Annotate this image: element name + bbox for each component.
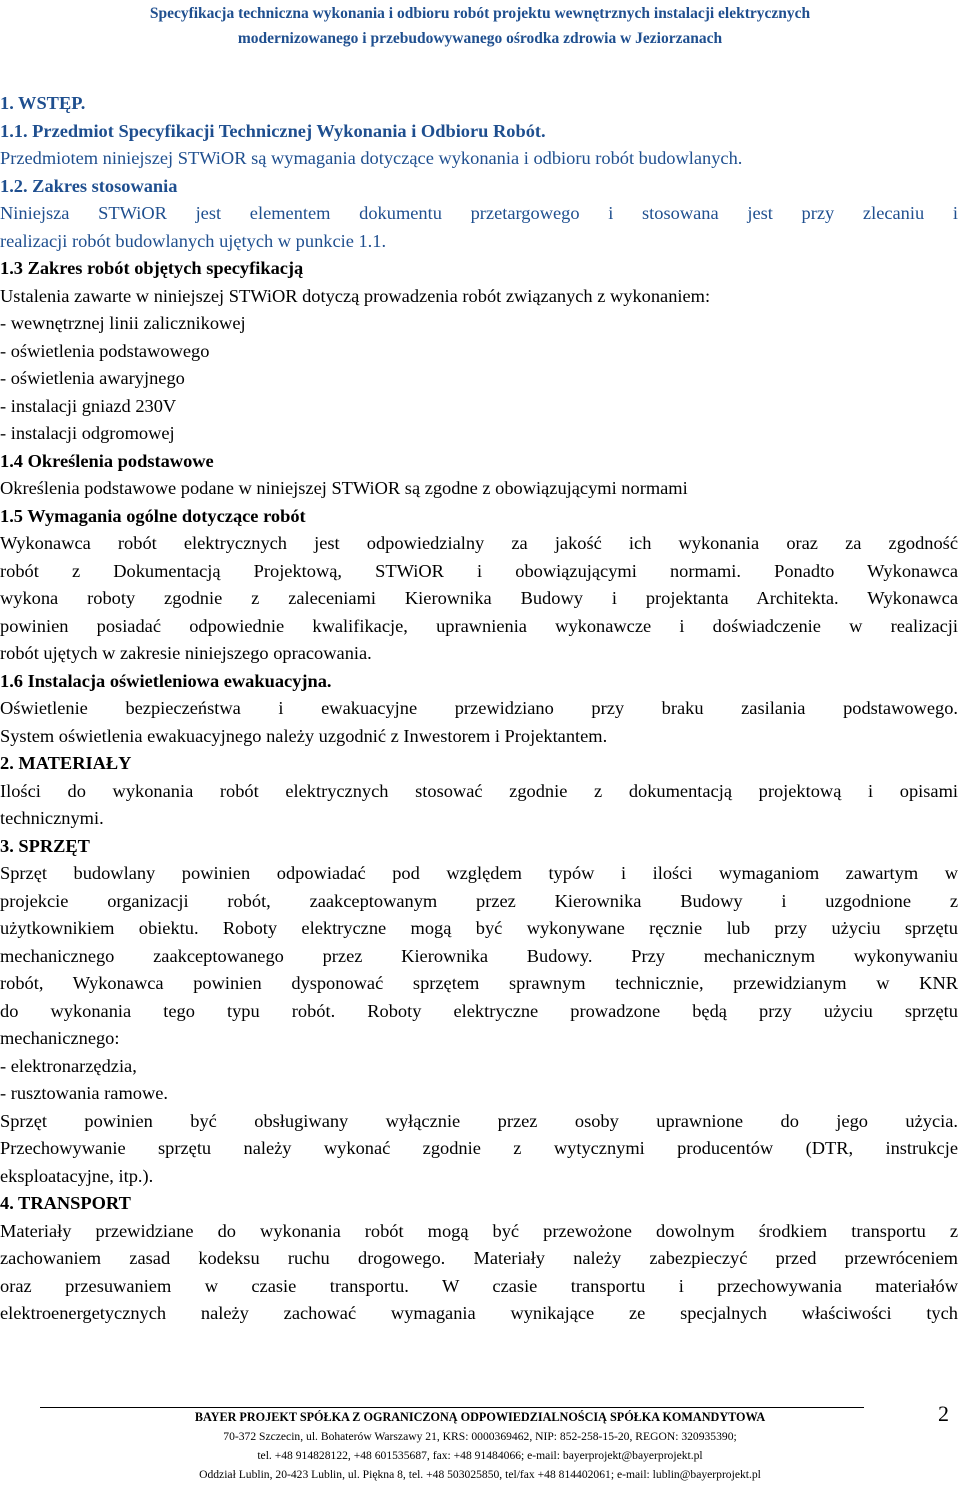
paragraph-1-5-line: powinien posiadać odpowiednie kwalifikacje, uprawnienia wykonawcze i doświadczenie w realizacji — [0, 615, 958, 636]
paragraph-4-line: oraz przesuwaniem w czasie transportu. W czasie transportu i przechowywania materiałów — [0, 1275, 958, 1296]
footer-company-name: BAYER PROJEKT SPÓŁKA Z OGRANICZONĄ ODPOWIEDZIALNOŚCIĄ SPÓŁKA KOMANDYTOWA — [194, 1410, 766, 1424]
paragraph-3b-line: eksploatacyjne, itp.). — [0, 1165, 154, 1186]
paragraph-2-line: technicznymi. — [0, 808, 104, 828]
document-body — [0, 90, 958, 1328]
document-footer — [40, 1407, 920, 1484]
paragraph-3-line: projekcie organizacji robót, zaakceptowanym przez Kierownika Budowy i uzgodnione z — [0, 890, 958, 911]
paragraph-1-4: Określenia podstawowe podane w niniejszej STWiOR są zgodne z obowiązującymi normami — [0, 478, 688, 498]
paragraph-1-2-line: Niniejsza STWiOR jest elementem dokumentu przetargowego i stosowana jest przy zlecaniu i — [0, 203, 958, 223]
list-item: - oświetlenia awaryjnego — [0, 368, 185, 388]
footer-branch: Oddział Lublin, 20-423 Lublin, ul. Piękna 8, tel. +48 503025850, tel/fax +48 814402061; e-mail: lublin@bayerprojekt.pl — [199, 1468, 761, 1481]
paragraph-3-line: Sprzęt budowlany powinien odpowiadać pod względem typów i ilości wymaganiom zawartym w — [0, 863, 958, 883]
paragraph-3-line: do wykonania tego typu robót. Roboty elektryczne prowadzone będą przy użyciu sprzętu — [0, 1000, 958, 1021]
paragraph-1-5-line: robót z Dokumentacją Projektową, STWiOR i obowiązującymi normami. Ponadto Wykonawca — [0, 560, 958, 581]
section-heading-1-1: 1.1. Przedmiot Specyfikacji Technicznej Wykonania i Odbioru Robót. — [0, 120, 546, 141]
section-heading-1-2: 1.2. Zakres stosowania — [0, 175, 178, 196]
paragraph-3-line: mechanicznego zaakceptowanego przez Kierownika Budowy. Przy mechanicznym wykonywaniu — [0, 945, 958, 966]
paragraph-4-line: Materiały przewidziane do wykonania robót mogą być przewożone dowolnym środkiem transportu z — [0, 1220, 958, 1241]
section-heading-1-5: 1.5 Wymagania ogólne dotyczące robót — [0, 505, 306, 526]
paragraph-3-line: robót, Wykonawca powinien dysponować sprzętem sprawnym technicznie, przewidzianym w KNR — [0, 973, 958, 993]
paragraph-1-6-line: Oświetlenie bezpieczeństwa i ewakuacyjne przewidziano przy braku zasilania podstawowego. — [0, 698, 958, 718]
paragraph-1-2-line: realizacji robót budowlanych ujętych w punkcie 1.1. — [0, 230, 387, 251]
list-item: - wewnętrznej linii zalicznikowej — [0, 313, 246, 333]
section-heading-3: 3. SPRZĘT — [0, 835, 90, 856]
paragraph-1-5-line: wykona roboty zgodnie z zaleceniami Kierownika Budowy i projektanta Architekta. Wykonawca — [0, 588, 958, 608]
paragraph-1-1: Przedmiotem niniejszej STWiOR są wymagania dotyczące wykonania i odbioru robót budowlanych. — [0, 148, 743, 168]
document-header — [0, 0, 960, 51]
paragraph-3b-line: Sprzęt powinien być obsługiwany wyłącznie przez osoby uprawnione do jego użycia. — [0, 1110, 958, 1131]
list-item: - elektronarzędzia, — [0, 1055, 137, 1076]
paragraph-1-3: Ustalenia zawarte w niniejszej STWiOR dotyczą prowadzenia robót związanych z wykonaniem: — [0, 285, 711, 306]
footer-text — [40, 1408, 920, 1484]
paragraph-3b-line: Przechowywanie sprzętu należy wykonać zgodnie z wytycznymi producentów (DTR, instrukcje — [0, 1138, 958, 1158]
list-item: - rusztowania ramowe. — [0, 1083, 169, 1103]
section-heading-2: 2. MATERIAŁY — [0, 753, 132, 773]
header-title-line-1: Specyfikacja techniczna wykonania i odbioru robót projektu wewnętrznych instalacji elektrycznych — [149, 5, 811, 22]
list-item: - instalacji gniazd 230V — [0, 395, 177, 416]
section-heading-1: 1. WSTĘP. — [0, 93, 86, 113]
paragraph-4-line: elektroenergetycznych należy zachować wymagania wynikające ze specjalnych właściwości tych — [0, 1303, 958, 1323]
paragraph-4-line: zachowaniem zasad kodeksu ruchu drogowego. Materiały należy zabezpieczyć przed przewróceniem — [0, 1248, 958, 1268]
paragraph-2-line: Ilości do wykonania robót elektrycznych stosować zgodnie z dokumentacją projektową i opisami — [0, 780, 958, 801]
paragraph-1-5-line: robót ujętych w zakresie niniejszego opracowania. — [0, 643, 372, 663]
page-number: 2 — [938, 1401, 949, 1426]
section-heading-4: 4. TRANSPORT — [0, 1193, 131, 1213]
list-item: - instalacji odgromowej — [0, 423, 175, 443]
section-heading-1-4: 1.4 Określenia podstawowe — [0, 450, 214, 471]
list-item: - oświetlenia podstawowego — [0, 340, 210, 361]
paragraph-1-5-line: Wykonawca robót elektrycznych jest odpowiedzialny za jakość ich wykonania oraz za zgodność — [0, 533, 958, 553]
paragraph-3-line: mechanicznego: — [0, 1028, 120, 1048]
paragraph-1-6-line: System oświetlenia ewakuacyjnego należy uzgodnić z Inwestorem i Projektantem. — [0, 725, 608, 746]
paragraph-3-line: użytkownikiem obiektu. Roboty elektryczne mogą być wykonywane ręcznie lub przy użyciu sprzętu — [0, 918, 958, 938]
footer-contact: tel. +48 914828122, +48 601535687, fax: +48 91484066; e-mail: bayerprojekt@bayerprojekt.pl — [257, 1449, 703, 1462]
section-heading-1-6: 1.6 Instalacja oświetleniowa ewakuacyjna. — [0, 670, 332, 691]
header-title-line-2: modernizowanego i przebudowywanego ośrodka zdrowia w Jeziorzanach — [237, 30, 723, 47]
section-heading-1-3: 1.3 Zakres robót objętych specyfikacją — [0, 258, 304, 278]
footer-address: 70-372 Szczecin, ul. Bohaterów Warszawy 21, KRS: 0000369462, NIP: 852-258-15-20, REGON: 320935390; — [223, 1430, 737, 1443]
